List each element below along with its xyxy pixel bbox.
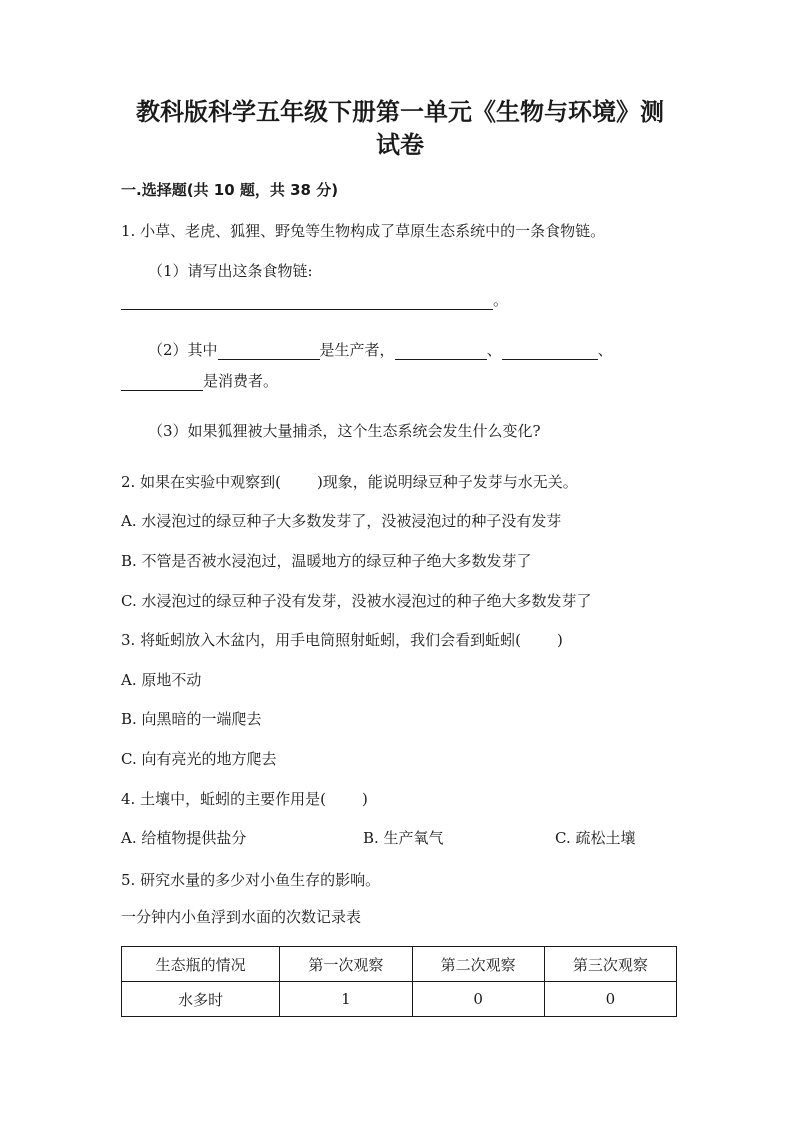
q2-option-c[interactable]: C. 水浸泡过的绿豆种子没有发芽，没被水浸泡过的种子绝大多数发芽了: [121, 592, 592, 610]
table-caption: 一分钟内小鱼浮到水面的次数记录表: [121, 908, 362, 926]
q2-stem-a: 2. 如果在实验中观察到(: [121, 473, 281, 491]
title-line-2: 试卷: [376, 131, 424, 159]
table-cell: 0: [412, 982, 544, 1017]
section-heading: 一.选择题(共 10 题，共 38 分): [121, 181, 339, 199]
q3-option-a[interactable]: A. 原地不动: [121, 671, 202, 689]
q1-sub3: （3）如果狐狸被大量捕杀，这个生态系统会发生什么变化?: [148, 422, 541, 440]
table-header-cell: 第三次观察: [544, 947, 676, 982]
table-header-row: [122, 947, 677, 982]
q2-option-a[interactable]: A. 水浸泡过的绿豆种子大多数发芽了，没被浸泡过的种子没有发芽: [121, 512, 562, 530]
table-header-cell: 生态瓶的情况: [122, 947, 280, 982]
consumer-blank-1[interactable]: [395, 343, 487, 360]
q3-stem-b: ): [556, 631, 563, 649]
q3-option-b[interactable]: B. 向黑暗的一端爬去: [121, 710, 262, 728]
q1-stem: 1. 小草、老虎、狐狸、野兔等生物构成了草原生态系统中的一条食物链。: [121, 222, 606, 240]
consumer-blank-3[interactable]: [121, 374, 203, 391]
q1-sub2-text-b: 是生产者，: [319, 341, 395, 359]
consumer-blank-2[interactable]: [502, 343, 598, 360]
separator: 、: [597, 341, 613, 359]
q4-stem-a: 4. 土壤中，蚯蚓的主要作用是(: [121, 790, 326, 808]
title-line-1: 教科版科学五年级下册第一单元《生物与环境》测: [136, 98, 664, 126]
table-cell: 水多时: [122, 982, 280, 1017]
q1-sub2-text-c: 是消费者。: [203, 372, 279, 390]
q3-stem-a: 3. 将蚯蚓放入木盆内，用手电筒照射蚯蚓，我们会看到蚯蚓(: [121, 631, 521, 649]
q2-stem: [121, 472, 578, 492]
page-title: [120, 96, 680, 162]
q1-sub2-cont: [121, 371, 278, 391]
table-header-cell: 第一次观察: [280, 947, 412, 982]
table-header-cell: 第二次观察: [412, 947, 544, 982]
q3-stem: [121, 630, 563, 650]
q2-option-b[interactable]: B. 不管是否被水浸泡过，温暖地方的绿豆种子绝大多数发芽了: [121, 552, 532, 570]
table-row: [122, 982, 677, 1017]
q1-sub2: [148, 340, 613, 360]
q4-stem: [121, 789, 368, 809]
table-cell: 0: [544, 982, 676, 1017]
q4-option-c[interactable]: C. 疏松土壤: [555, 829, 636, 847]
period-mark: 。: [493, 291, 509, 309]
q4-option-a[interactable]: A. 给植物提供盐分: [121, 829, 247, 847]
q5-stem: 5. 研究水量的多少对小鱼生存的影响。: [121, 871, 381, 889]
q4-stem-b: ): [361, 790, 368, 808]
q4-option-b[interactable]: B. 生产氧气: [363, 829, 444, 847]
q3-option-c[interactable]: C. 向有亮光的地方爬去: [121, 750, 277, 768]
q2-stem-b: )现象，能说明绿豆种子发芽与水无关。: [316, 473, 578, 491]
observation-table: [121, 946, 677, 1017]
q1-sub1: （1）请写出这条食物链:: [148, 262, 313, 280]
separator: 、: [486, 341, 502, 359]
q4-options: [121, 828, 681, 848]
q1-sub2-text-a: （2）其中: [148, 341, 218, 359]
answer-blank[interactable]: [121, 293, 493, 310]
q1-sub1-answer-line: [121, 290, 508, 310]
table-cell: 1: [280, 982, 412, 1017]
producer-blank[interactable]: [218, 343, 320, 360]
